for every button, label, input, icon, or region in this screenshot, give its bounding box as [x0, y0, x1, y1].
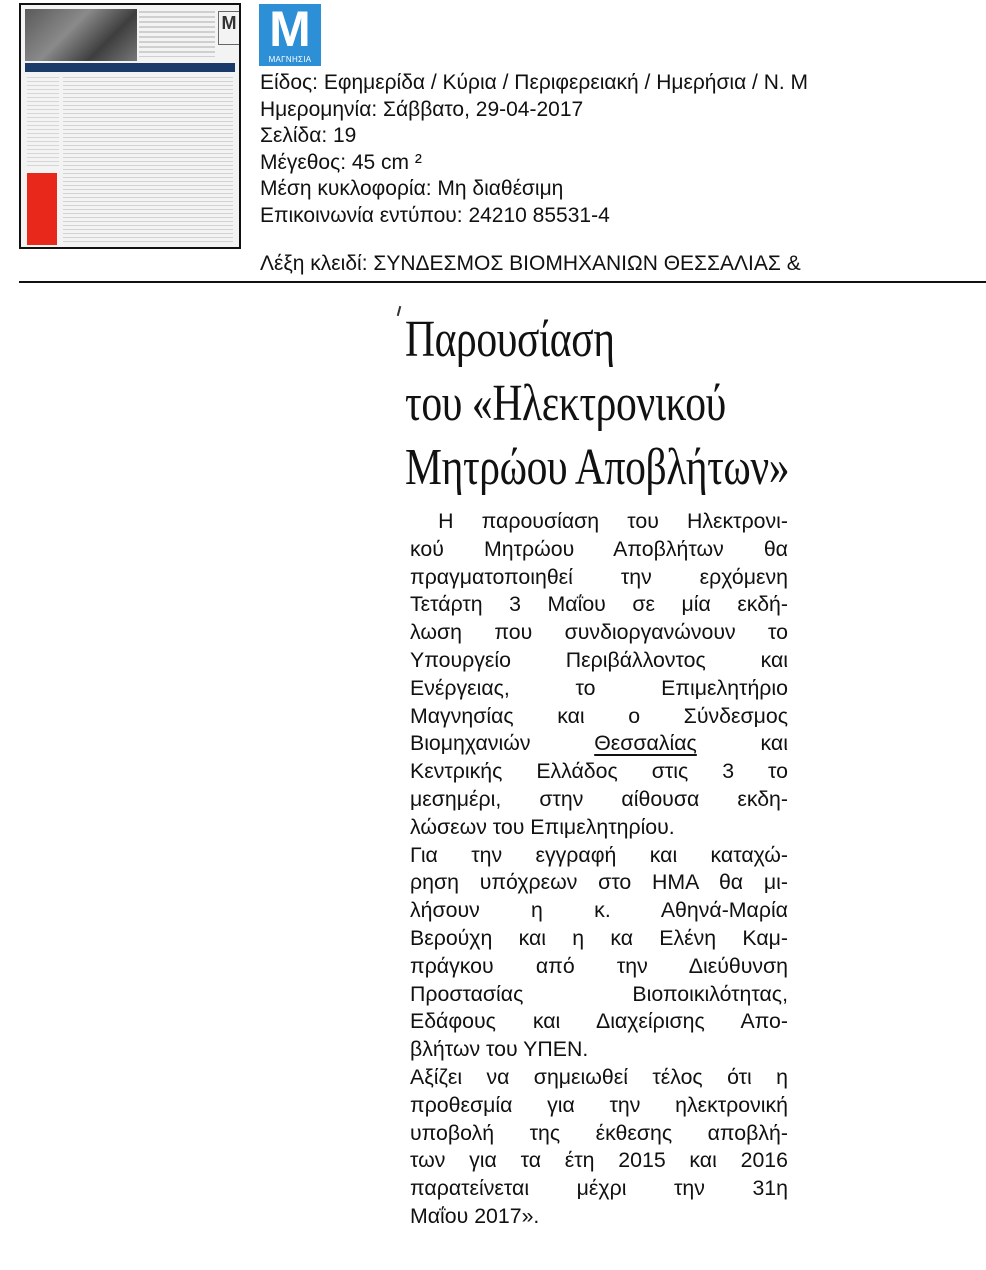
meta-circulation: Μέση κυκλοφορία: Μη διαθέσιμη [260, 177, 564, 200]
body-line: λώσεων του Επιμελητηρίου. [410, 814, 675, 839]
body-line: Κεντρικής Ελλάδος στις 3 το [410, 759, 788, 784]
logo-name: ΜΑΓΝΗΣΙΑ [268, 55, 312, 64]
thumbnail-column [27, 77, 59, 167]
body-line: κού Μητρώου Αποβλήτων θα [410, 536, 788, 561]
body-line: Τετάρτη 3 Μαΐου σε μία εκδή- [410, 592, 788, 617]
thumbnail-photo [25, 9, 137, 61]
thumbnail-banner [25, 63, 235, 72]
body-line: πράγκου από την Διεύθυνση [410, 953, 788, 978]
meta-date: Ημερομηνία: Σάββατο, 29-04-2017 [260, 97, 584, 121]
logo-letter: M [269, 1, 311, 57]
body-word: Βιομηχανιών [410, 731, 531, 756]
body-line: λήσουν η κ. Αθηνά-Μαρία [410, 898, 788, 923]
meta-size: Μέγεθος: 45 cm ² [260, 150, 422, 174]
meta-page: Σελίδα: 19 [260, 124, 357, 147]
newspaper-logo [259, 1, 321, 66]
thumbnail-text-block [139, 11, 215, 57]
body-line: λωση που συνδιοργανώνουν το [410, 620, 788, 645]
keyword-highlight: Θεσσαλίας [594, 731, 697, 756]
header-divider [19, 281, 986, 283]
body-line: βλήτων του ΥΠΕΝ. [410, 1037, 589, 1062]
body-line: Η παρουσίαση του Ηλεκτρονι- [410, 509, 788, 533]
body-line: Μαΐου 2017». [410, 1203, 540, 1228]
body-line: Εδάφους και Διαχείρισης Απο- [410, 1009, 788, 1034]
body-line: παρατείνεται μέχρι την 31η [410, 1176, 788, 1201]
meta-type: Είδος: Εφημερίδα / Κύρια / Περιφερειακή / Ημερήσια / Ν. Μ [260, 71, 809, 94]
body-line: ρηση υπόχρεων στο ΗΜΑ θα μι- [410, 870, 788, 895]
thumbnail-article-highlight [27, 173, 57, 245]
body-line: Μαγνησίας και ο Σύνδεσμος [410, 703, 788, 728]
thumbnail-logo: M [218, 11, 240, 45]
title-line: Παρουσίαση [405, 311, 615, 368]
article-body [410, 508, 788, 1231]
body-line: υποβολή της έκθεσης αποβλή- [410, 1120, 788, 1145]
body-line [410, 730, 788, 758]
article-title [405, 308, 790, 500]
body-line: Για την εγγραφή και καταχώ- [410, 842, 788, 867]
meta-contact: Επικοινωνία εντύπου: 24210 85531-4 [260, 203, 610, 227]
body-line: Ενέργειας, το Επιμελητήριο [410, 675, 788, 700]
keyword-line: Λέξη κλειδί: ΣΥΝΔΕΣΜΟΣ ΒΙΟΜΗΧΑΝΙΩΝ ΘΕΣΣΑΛΙΑΣ & [260, 252, 801, 275]
body-line: Αξίζει να σημειωθεί τέλος ότι η [410, 1064, 788, 1089]
body-line: Προστασίας Βιοποικιλότητας, [410, 981, 788, 1006]
thumbnail-column [63, 77, 233, 245]
body-line: πραγματοποιηθεί την ερχόμενη [410, 564, 788, 589]
title-line: Μητρώου Αποβλήτων» [405, 439, 790, 496]
body-line: Βερούχη και η κα Ελένη Καμ- [410, 925, 788, 950]
title-line: του «Ηλεκτρονικού [405, 375, 726, 432]
body-line: προθεσμία για την ηλεκτρονική [410, 1092, 788, 1117]
body-line: μεσημέρι, στην αίθουσα εκδη- [410, 786, 788, 811]
print-mark [397, 306, 402, 316]
body-word: και [760, 731, 788, 756]
body-line: των για τα έτη 2015 και 2016 [410, 1148, 788, 1173]
page-thumbnail [19, 3, 241, 249]
body-line: Υπουργείο Περιβάλλοντος και [410, 647, 788, 672]
publication-meta [260, 70, 808, 229]
